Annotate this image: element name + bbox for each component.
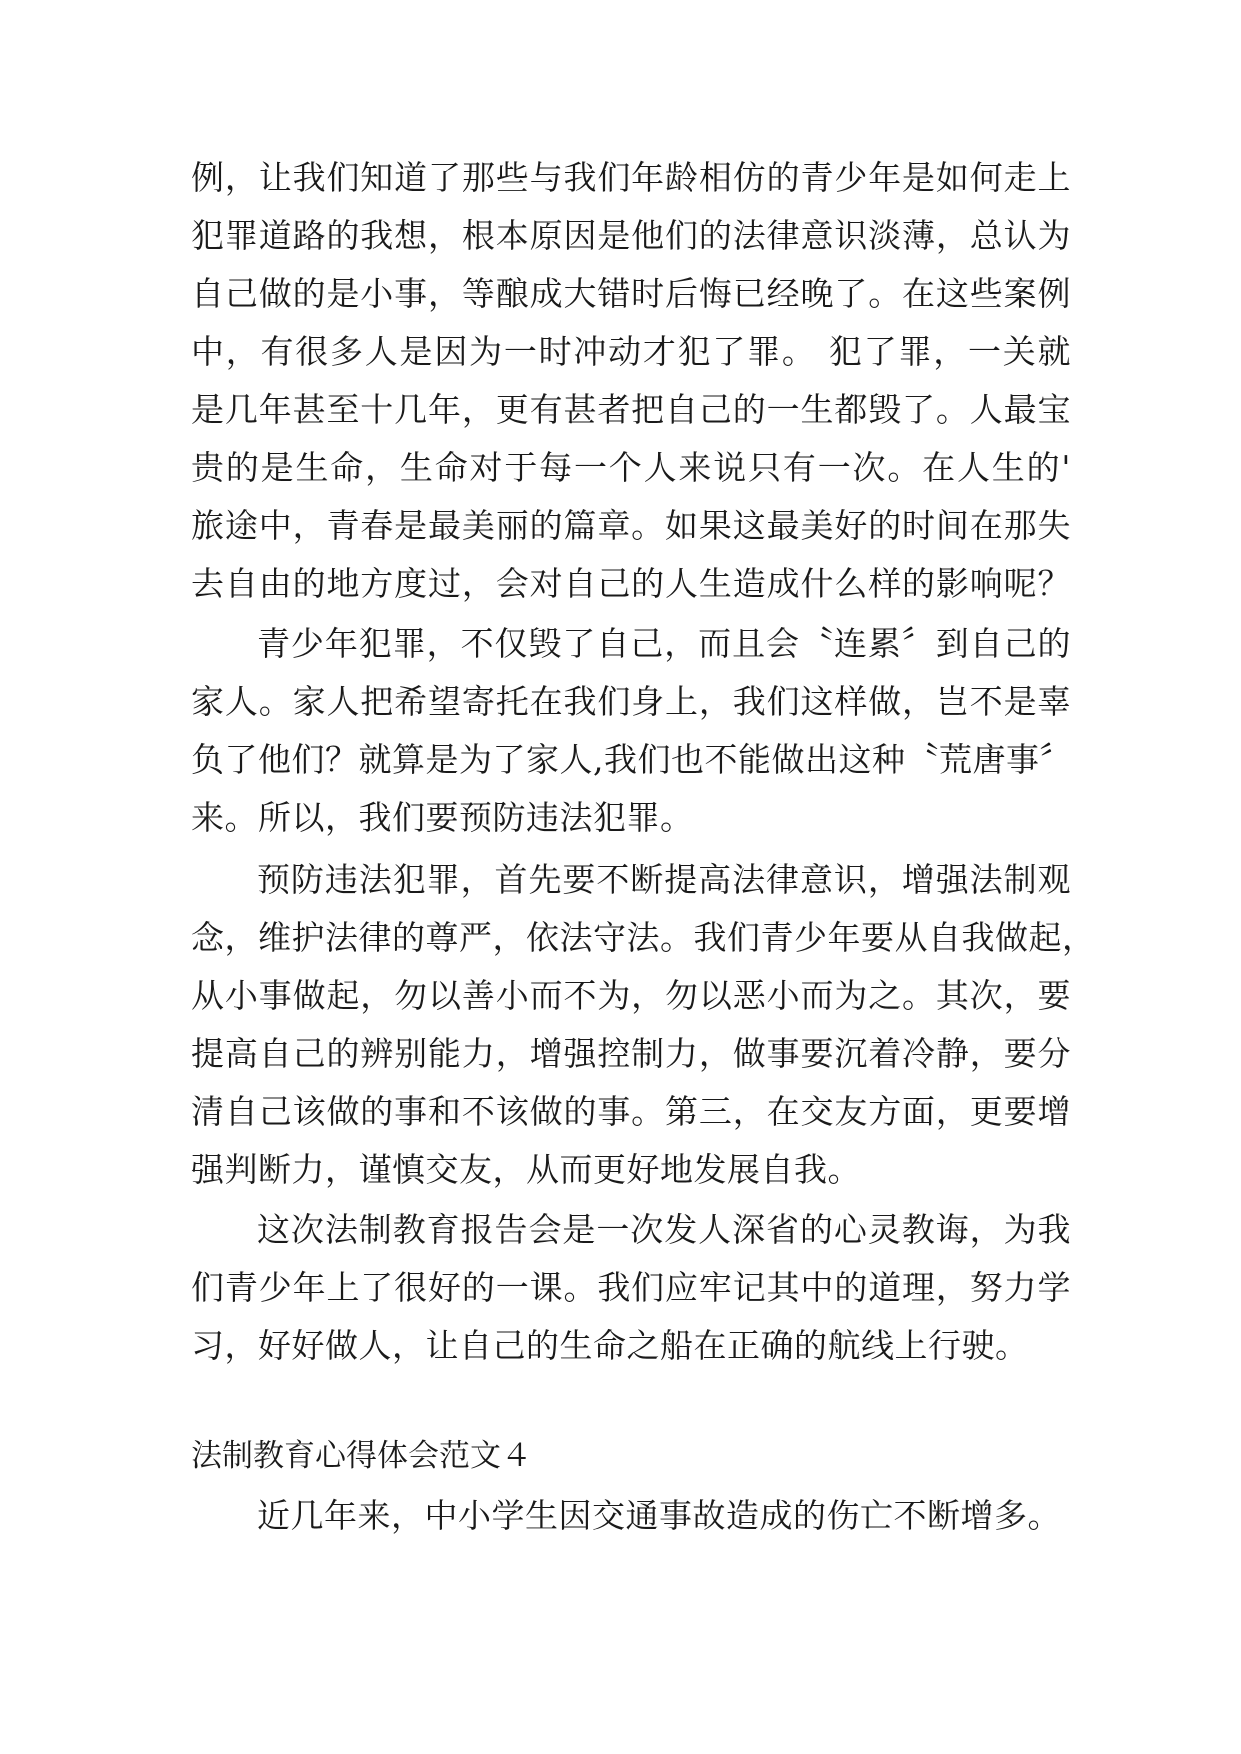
body-text-line: 犯罪道路的我想，根本原因是他们的法律意识淡薄，总认为 — [191, 216, 1071, 255]
body-text-line: 自己做的是小事，等酿成大错时后悔已经晚了。在这些案例 — [191, 274, 1071, 313]
body-text-line: 提高自己的辨别能力，增强控制力，做事要沉着冷静，要分 — [191, 1034, 1071, 1073]
body-text-line: 中，有很多人是因为一时冲动才犯了罪。 犯了罪，一关就 — [191, 332, 1071, 371]
body-text-line: 从小事做起，勿以善小而不为，勿以恶小而为之。其次，要 — [191, 976, 1071, 1015]
body-text-line: 贵的是生命，生命对于每一个人来说只有一次。在人生的' — [191, 448, 1071, 487]
body-text-line: 来。所以，我们要预防违法犯罪。 — [191, 798, 694, 837]
body-text-line: 清自己该做的事和不该做的事。第三，在交友方面，更要增 — [191, 1092, 1071, 1131]
body-text-line: 旅途中，青春是最美丽的篇章。如果这最美好的时间在那失 — [191, 506, 1071, 545]
body-text-line: 近几年来，中小学生因交通事故造成的伤亡不断增多。 — [257, 1496, 1061, 1535]
body-text-line: 是几年甚至十几年，更有甚者把自己的一生都毁了。人最宝 — [191, 390, 1071, 429]
body-text-line: 们青少年上了很好的一课。我们应牢记其中的道理，努力学 — [191, 1268, 1071, 1307]
body-text-line: 强判断力，谨慎交友，从而更好地发展自我。 — [191, 1150, 861, 1189]
body-text-line: 这次法制教育报告会是一次发人深省的心灵教诲，为我 — [257, 1210, 1071, 1249]
body-text-line: 负了他们？就算是为了家人,我们也不能做出这种〝荒唐事〞 — [191, 740, 1073, 779]
body-text-line: 念，维护法律的尊严，依法守法。我们青少年要从自我做起， — [191, 918, 1096, 957]
body-text-line: 习，好好做人，让自己的生命之船在正确的航线上行驶。 — [191, 1326, 1029, 1365]
body-text-line: 预防违法犯罪，首先要不断提高法律意识，增强法制观 — [257, 860, 1071, 899]
section-heading: 法制教育心得体会范文４ — [191, 1438, 532, 1474]
body-text-line: 家人。家人把希望寄托在我们身上，我们这样做，岂不是辜 — [191, 682, 1071, 721]
body-text-line: 例，让我们知道了那些与我们年龄相仿的青少年是如何走上 — [191, 158, 1071, 197]
body-text-line: 去自由的地方度过，会对自己的人生造成什么样的影响呢？ — [191, 564, 1071, 603]
body-text-line: 青少年犯罪，不仅毁了自己，而且会〝连累〞到自己的 — [257, 624, 1071, 663]
